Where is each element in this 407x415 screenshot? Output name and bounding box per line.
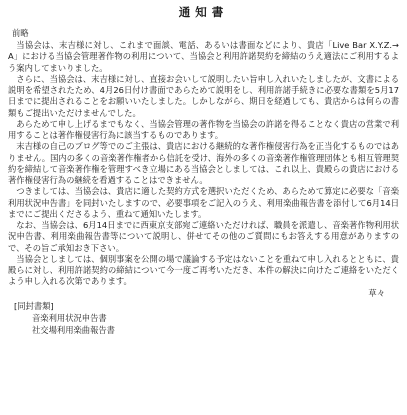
paragraph-written-explanation: さらに、当協会は、末吉様に対し、直接お会いして説明したい旨申し入れいたしましたが、文書による説明を希望されたため、4月26日付け書面であらためて説明をし、利用許諾手続きに必要な書類を5月17日までに提出されることをお願いいたしました。しかしながら、期日を経過しても、貴店からは何らの書類もご提出いただけませんでした。 bbox=[8, 73, 399, 118]
paragraph-infringement-statement: あらためて申し上げるまでもなく、当協会管理の著作物を当協会の許諾を得ることなく貴店の営業で利用することは著作権侵害行為に該当するものであります。 bbox=[8, 118, 399, 140]
document-title: 通知書 bbox=[178, 5, 229, 19]
salutation: 前略 bbox=[12, 28, 29, 38]
paragraph-reconsideration: 当協会としましては、個別事案を公開の場で議論する予定はないことを重ねて申し入れるとともに、貴殿らに対し、利用許諾契約の締結について今一度ご再考いただき、本件の解決に向けたご連絡をいただくよう申し入れる次第であります。 bbox=[8, 253, 399, 287]
enclosure-item: 社交場利用楽曲報告書 bbox=[32, 324, 115, 335]
paragraph-blog-claims: 末吉様の自己のブログ等でのご主張は、貴店における継続的な著作権侵害行為を正当化するものではありません。国内の多くの音楽著作権者から信託を受け、海外の多くの音楽著作権管理団体とも相互管理契約を締結して音楽著作権を管理すべき立場にある当協会としましては、これ以上、貴殿らの貴店における著作権侵害行為の継続を看過することはできません。 bbox=[8, 141, 399, 185]
paragraph-prior-guidance: 当協会は、末吉様に対し、これまで面談、電話、あるいは書面などにより、貴店「Live Bar X.Y.Z.→A」における当協会管理著作物の利用について、当協会と利用許諾契約を締結のうえ適法にご利用するよう案内してまいりました。 bbox=[8, 40, 399, 73]
enclosures-heading: [同封書類] bbox=[14, 300, 54, 311]
closing: 草々 bbox=[368, 287, 385, 298]
enclosures-list bbox=[14, 300, 399, 336]
enclosure-item: 音楽利用状況申告書 bbox=[32, 312, 107, 323]
paragraph-staff-dispatch: なお、当協会は、6月14日までに西東京支部宛ご連絡いただければ、職員を派遣し、音楽著作物利用状況申告書、利用楽曲報告書等について説明し、併せてその他のご質問にもお答えする用意がありますので、その旨ご承知おき下さい。 bbox=[8, 220, 399, 253]
paragraph-submission-request: つきましては、当協会は、貴店に適した契約方式を選択いただくため、あらためて算定に必要な「音楽利用状況申告書」を同封いたしますので、必要事項をご記入のうえ、利用楽曲報告書を添付して6月14日までにご提出くださるよう、重ねて通知いたします。 bbox=[8, 186, 399, 219]
